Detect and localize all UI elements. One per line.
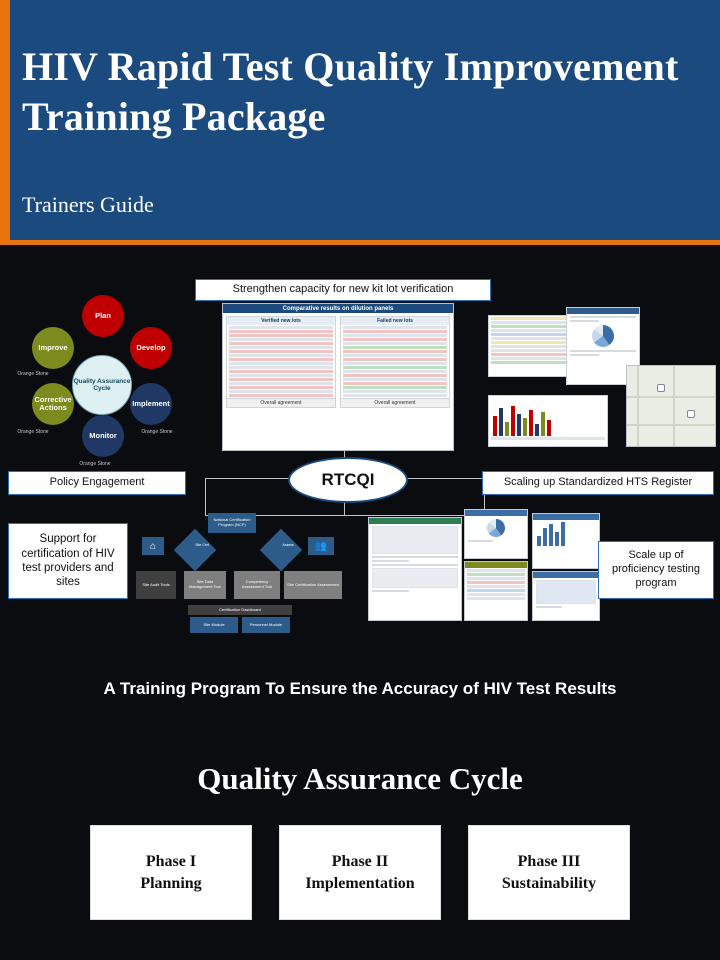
connector-left	[205, 478, 289, 479]
phase-box-list	[90, 825, 630, 920]
qa-center-label: Quality Assurance Cycle	[72, 355, 132, 415]
callout-certification-support: Support for certification of HIV test providers and sites	[8, 523, 128, 599]
thumb-pt-map-report	[532, 571, 600, 621]
qa-node-implement: Implement	[130, 383, 172, 425]
program-statement: A Training Program To Ensure the Accuracy of HIV Test Results	[103, 679, 617, 698]
phase-2-name: Implementation	[305, 874, 415, 892]
qa-node-monitor: Monitor	[82, 415, 124, 457]
connector-right	[404, 478, 484, 479]
comparative-verified-agreement: Overall agreement	[227, 398, 335, 407]
thumb-pt-dashboard-pie	[464, 509, 528, 559]
flow-node-certification-assessment: Site Certification Assessment	[284, 571, 342, 599]
header-accent-left-bar	[0, 0, 10, 244]
header-banner	[0, 0, 720, 244]
rtcqi-hub: RTCQI	[288, 457, 408, 503]
phase-box-1	[90, 825, 252, 920]
callout-policy-engagement: Policy Engagement	[8, 471, 186, 495]
page-subtitle: Trainers Guide	[22, 192, 154, 217]
thumb-pie-chart-2	[487, 519, 505, 537]
phase-3-title: Phase III	[517, 852, 581, 870]
thumb-register-barchart	[488, 395, 608, 447]
qa-caption-corrective: Orange Stone	[17, 429, 49, 435]
comparative-column-verified	[226, 316, 336, 408]
thumb-pt-results-table	[464, 561, 528, 621]
qa-caption-implement: Orange Stone	[141, 429, 173, 435]
flow-node-site-module: Site Module	[190, 617, 238, 633]
comparative-column-failed-header: Failed new lots	[341, 317, 449, 325]
thumb-pie-chart	[592, 325, 614, 347]
phase-box-3	[468, 825, 630, 920]
thumb-pt-bar-report	[532, 513, 600, 569]
phase-box-2	[279, 825, 441, 920]
quality-assurance-cycle-diagram	[10, 295, 190, 475]
phase-2-title: Phase II	[331, 852, 389, 870]
flow-decision-site-certification: Site Cert	[174, 529, 216, 571]
flow-node-data-management-tool: Site Data Management Tool	[184, 571, 226, 599]
diagram-area	[0, 245, 720, 960]
qa-node-corrective-actions: Corrective Actions	[32, 383, 74, 425]
quality-assurance-cycle-heading: Quality Assurance Cycle	[197, 761, 523, 796]
comparative-column-verified-header: Verified new lots	[227, 317, 335, 325]
thumb-hts-spreadsheet	[488, 315, 574, 377]
callout-kit-lot-verification: Strengthen capacity for new kit lot verification	[195, 279, 491, 301]
qa-caption-improve: Orange Stone	[17, 371, 49, 377]
flow-node-certification-dashboard: Certification Dashboard	[188, 605, 292, 615]
qa-node-improve: Improve	[32, 327, 74, 369]
callout-proficiency-testing: Scale up of proficiency testing program	[598, 541, 714, 599]
comparative-column-failed	[340, 316, 450, 408]
page-title: HIV Rapid Test Quality Improvement Training Package	[22, 44, 679, 139]
thumb-pt-web-app	[368, 517, 462, 621]
flow-node-site-audit-tools: Site Audit Tools	[136, 571, 176, 599]
phase-1-title: Phase I	[145, 852, 197, 870]
connector-left-vertical	[205, 478, 206, 515]
comparative-failed-agreement: Overall agreement	[341, 398, 449, 407]
phase-3-name: Sustainability	[501, 874, 597, 892]
qa-caption-monitor: Orange Stone	[79, 461, 111, 467]
people-icon: 👥	[308, 537, 334, 555]
phase-1-name: Planning	[140, 874, 202, 892]
home-icon: ⌂	[142, 537, 164, 555]
thumb-coverage-map	[626, 365, 716, 447]
flow-node-ncp: National Certification Program (NCP)	[208, 513, 256, 533]
callout-hts-register: Scaling up Standardized HTS Register	[482, 471, 714, 495]
flow-node-competency-assessment-tool: Competency Assessment Tool	[234, 571, 280, 599]
flow-node-personnel-module: Personnel Module	[242, 617, 290, 633]
comparative-results-title: Comparative results on dilution panels	[223, 304, 453, 313]
flow-decision-assessment: Assess	[260, 529, 302, 571]
qa-node-plan: Plan	[82, 295, 124, 337]
comparative-results-panel	[222, 303, 454, 451]
qa-node-develop: Develop	[130, 327, 172, 369]
